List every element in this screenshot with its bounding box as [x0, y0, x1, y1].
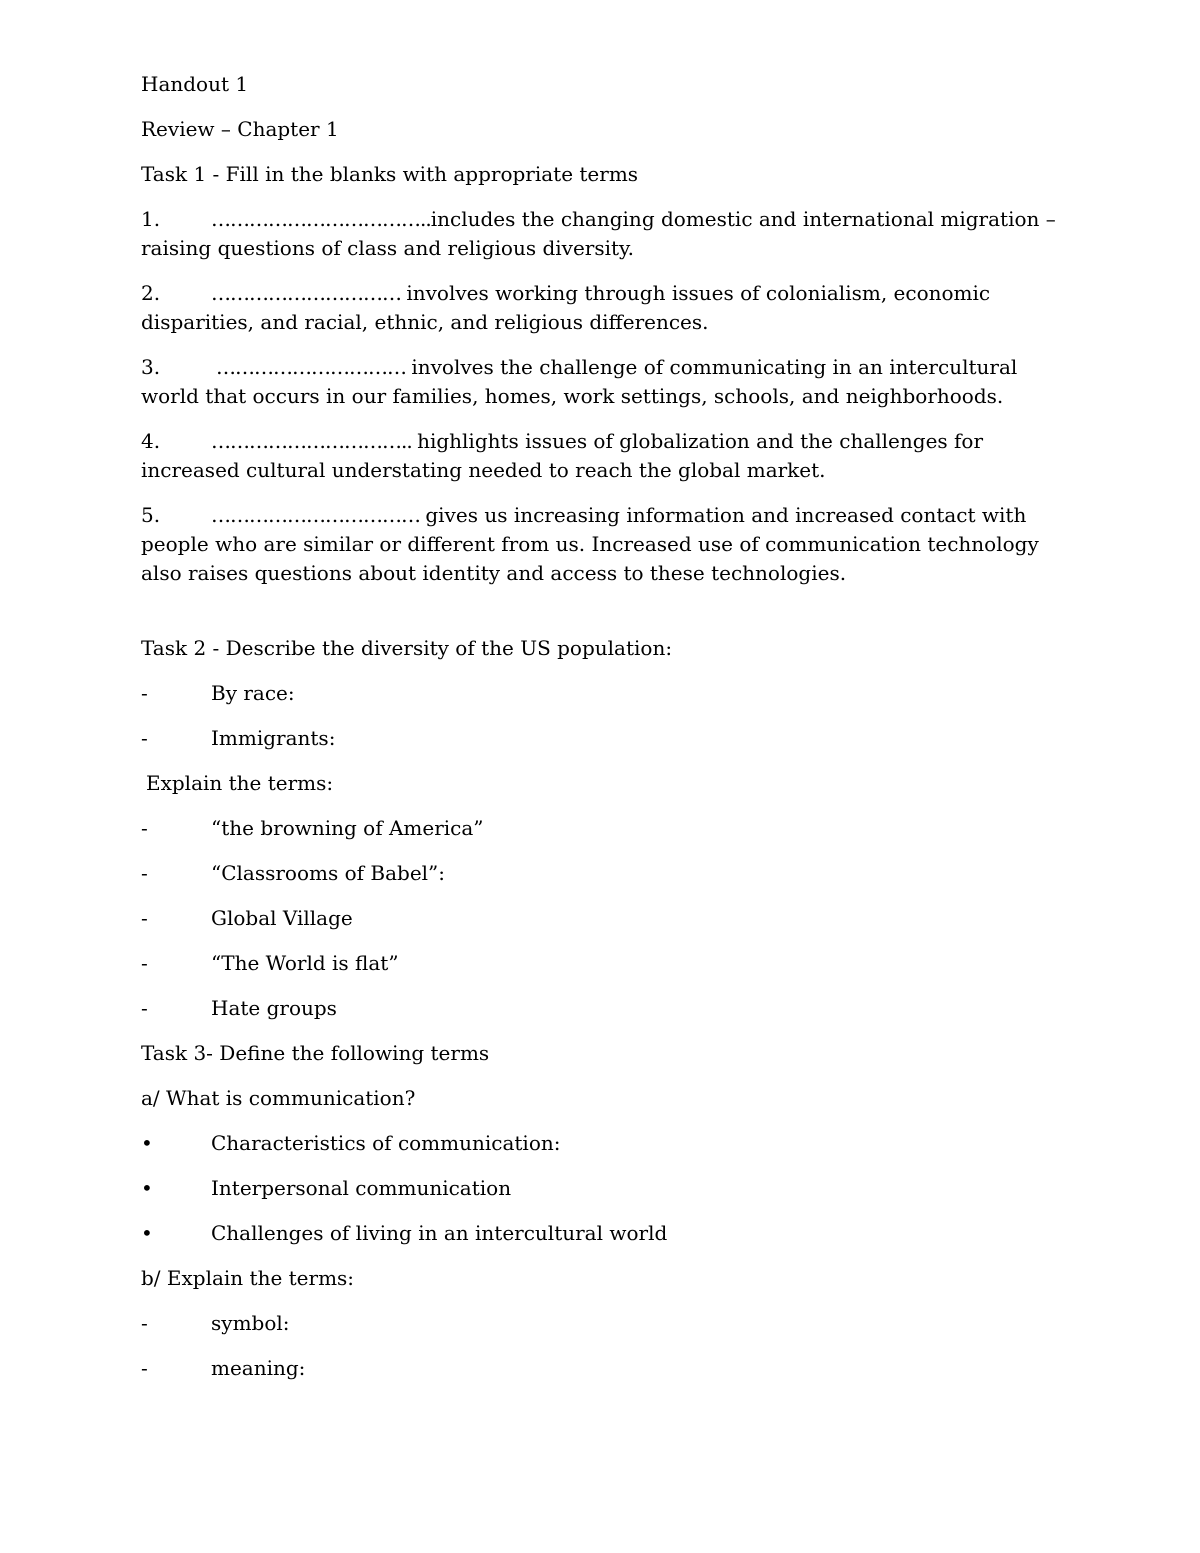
list-item-label: Challenges of living in an intercultural world	[211, 1221, 668, 1245]
item-number: 2.	[141, 281, 161, 305]
list-item-term	[141, 994, 1071, 1023]
list-item-term	[141, 1309, 1071, 1338]
item-text: involves the challenge of communicating in an intercultural world that occurs in our families, homes, work settings, schools, and neighborhoods.	[141, 355, 1018, 408]
fill-blank: …………………………	[216, 355, 412, 379]
dash-marker: -	[141, 816, 148, 840]
dash-marker: -	[141, 1356, 148, 1380]
handout-title: Handout 1	[141, 72, 249, 96]
list-item-term	[141, 859, 1071, 888]
list-item-bullet	[141, 1174, 1071, 1203]
dash-marker: -	[141, 861, 148, 885]
task3-part-a-heading: a/ What is communication?	[141, 1086, 416, 1110]
list-item-label: Global Village	[211, 906, 353, 930]
list-item-bullet	[141, 1219, 1071, 1248]
task3-part-b-heading: b/ Explain the terms:	[141, 1266, 355, 1290]
list-item-label: symbol:	[211, 1311, 290, 1335]
document-body	[141, 70, 1071, 1399]
list-item-label: “Classrooms of Babel”:	[211, 861, 446, 885]
bullet-marker: •	[141, 1221, 153, 1245]
fill-blank: …………………………	[211, 281, 407, 305]
task3-heading: Task 3- Define the following terms	[141, 1041, 490, 1065]
list-item-label: Hate groups	[211, 996, 337, 1020]
review-subtitle: Review – Chapter 1	[141, 117, 339, 141]
list-item-label: Interpersonal communication	[211, 1176, 512, 1200]
dash-marker: -	[141, 681, 148, 705]
list-item-bullet	[141, 1129, 1071, 1158]
explain-terms-heading: Explain the terms:	[146, 771, 334, 795]
section-spacer	[141, 604, 1071, 634]
fill-blank: ……………………………	[211, 503, 426, 527]
bullet-marker: •	[141, 1131, 153, 1155]
list-item-term	[141, 904, 1071, 933]
task1-item-2	[141, 279, 1071, 337]
task1-item-5	[141, 501, 1071, 588]
item-number: 5.	[141, 503, 161, 527]
fill-blank: …………………………..	[211, 429, 418, 453]
task2-heading: Task 2 - Describe the diversity of the US population:	[141, 636, 673, 660]
dash-marker: -	[141, 951, 148, 975]
dash-marker: -	[141, 906, 148, 930]
list-item-immigrants	[141, 724, 1071, 753]
task1-heading: Task 1 - Fill in the blanks with appropriate terms	[141, 162, 639, 186]
list-item-term	[141, 1354, 1071, 1383]
list-item-term	[141, 949, 1071, 978]
list-item-label: “the browning of America”	[211, 816, 484, 840]
task1-item-1	[141, 205, 1071, 263]
list-item-label: Characteristics of communication:	[211, 1131, 561, 1155]
task1-item-3	[141, 353, 1071, 411]
list-item-label: Immigrants:	[211, 726, 336, 750]
list-item-label: By race:	[211, 681, 295, 705]
item-text: involves working through issues of colonialism, economic disparities, and racial, ethnic, and religious differences.	[141, 281, 991, 334]
item-number: 4.	[141, 429, 161, 453]
dash-marker: -	[141, 996, 148, 1020]
item-text: includes the changing domestic and international migration – raising questions of class and religious diversity.	[141, 207, 1056, 260]
dash-marker: -	[141, 1311, 148, 1335]
dash-marker: -	[141, 726, 148, 750]
item-text: gives us increasing information and increased contact with people who are similar or different from us. Increased use of communication technology also raises questions about identity and access to these technologies.	[141, 503, 1039, 585]
fill-blank: ……………………………..	[211, 207, 431, 231]
item-text: highlights issues of globalization and the challenges for increased cultural understating needed to reach the global market.	[141, 429, 984, 482]
item-number: 3.	[141, 355, 161, 379]
bullet-marker: •	[141, 1176, 153, 1200]
list-item-label: “The World is flat”	[211, 951, 399, 975]
list-item-label: meaning:	[211, 1356, 306, 1380]
item-number: 1.	[141, 207, 161, 231]
task1-item-4	[141, 427, 1071, 485]
list-item-term	[141, 814, 1071, 843]
list-item-by-race	[141, 679, 1071, 708]
